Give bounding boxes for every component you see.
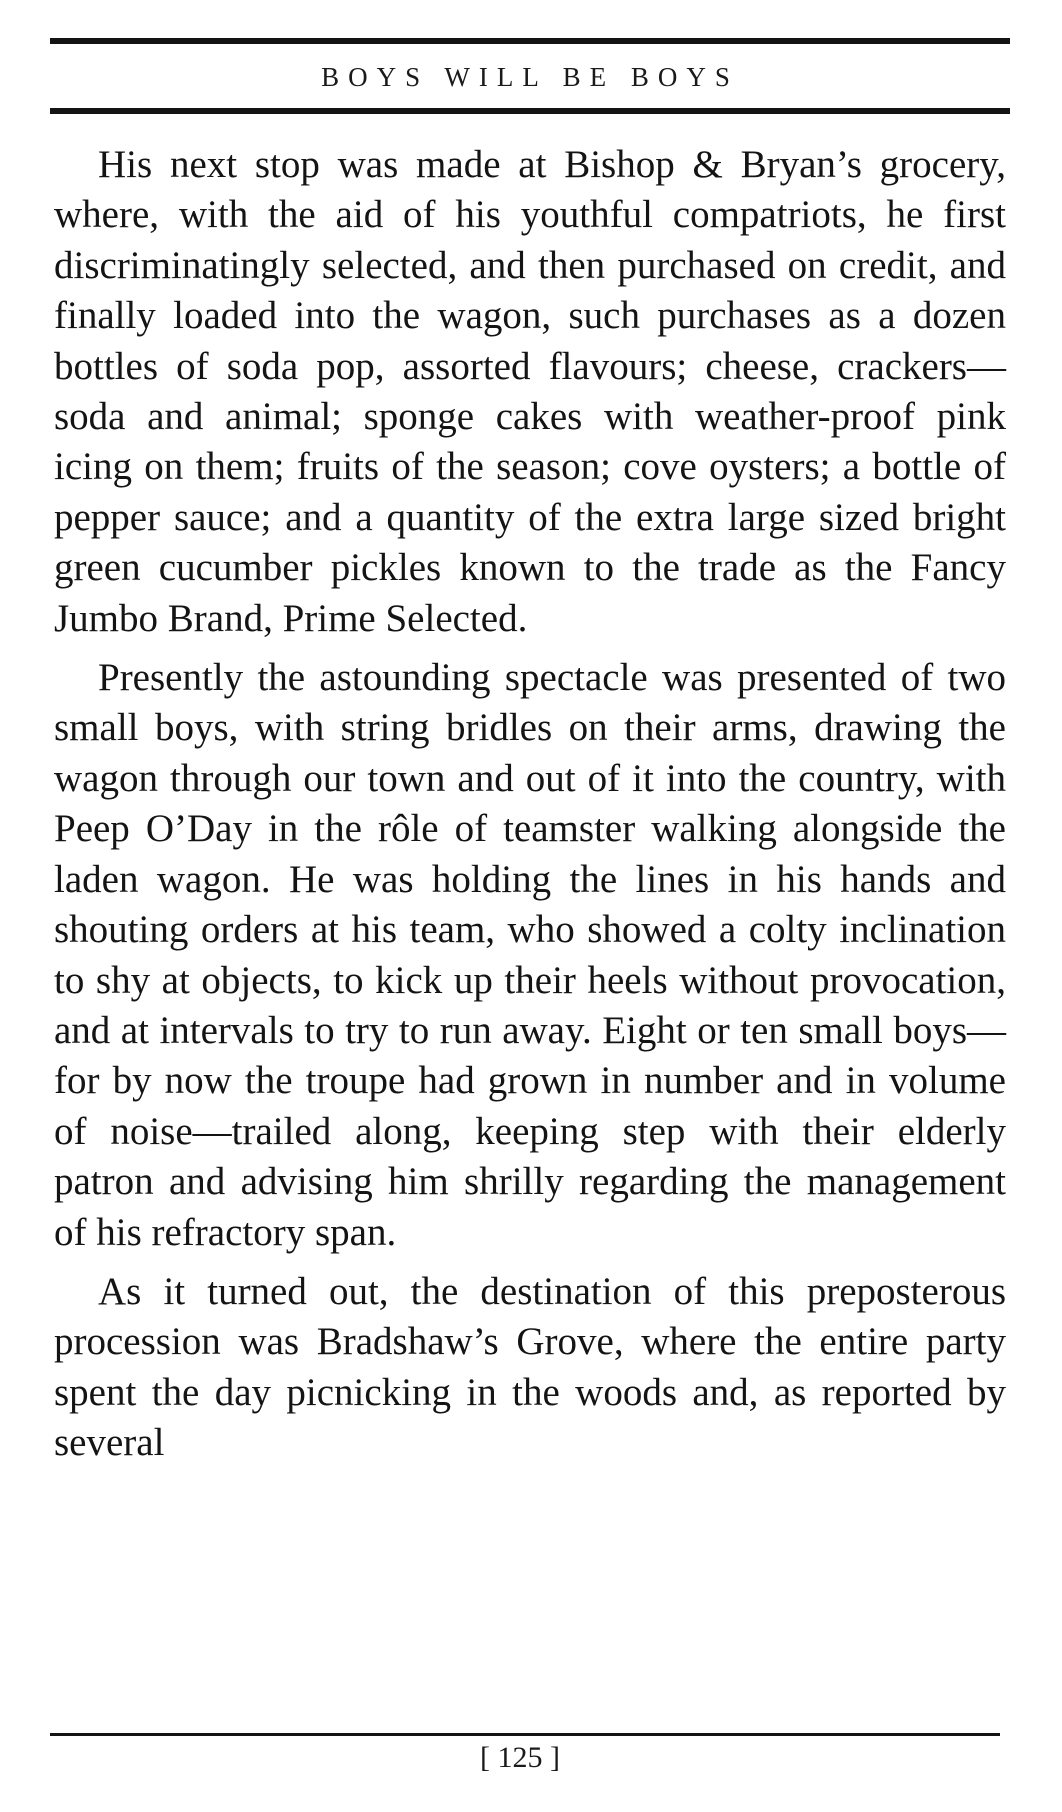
top-rule <box>50 38 1010 44</box>
page-body <box>54 140 1006 1469</box>
header-rule <box>50 108 1010 114</box>
running-head: BOYS WILL BE BOYS <box>321 62 739 92</box>
page-number: [ 125 ] <box>480 1741 560 1774</box>
paragraph-procession: Presently the astounding spectacle was presented of two small boys, with string bridles on their arms, drawing the wagon through our town and out of it into the country, with Peep O’Day in the rôle of teamster walking alongside the laden wagon. He was holding the lines in his hands and shouting orders at his team, who showed a colty inclination to shy at objects, to kick up their heels without provocation, and at intervals to try to run away. Eight or ten small boys—for by now the troupe had grown in number and in volume of noise—trailed along, keeping step with their elderly patron and advising him shrilly regarding the management of his refractory span. <box>54 656 1006 1254</box>
paragraph-destination: As it turned out, the destination of this preposterous procession was Bradshaw’s Grove, where the entire party spent the day picnicking in the woods and, as reported by several <box>54 1269 1006 1465</box>
paragraph-grocery: His next stop was made at Bishop & Bryan’s grocery, where, with the aid of his youthful compatriots, he first discriminatingly selected, and then purchased on credit, and finally loaded into the wagon, such purchases as a dozen bottles of soda pop, assorted flavours; cheese, crackers—soda and animal; sponge cakes with weather-proof pink icing on them; fruits of the season; cove oysters; a bottle of pepper sauce; and a quantity of the extra large sized bright green cucumber pickles known to the trade as the Fancy Jumbo Brand, Prime Selected. <box>54 143 1006 640</box>
footer-rule <box>50 1733 1000 1736</box>
